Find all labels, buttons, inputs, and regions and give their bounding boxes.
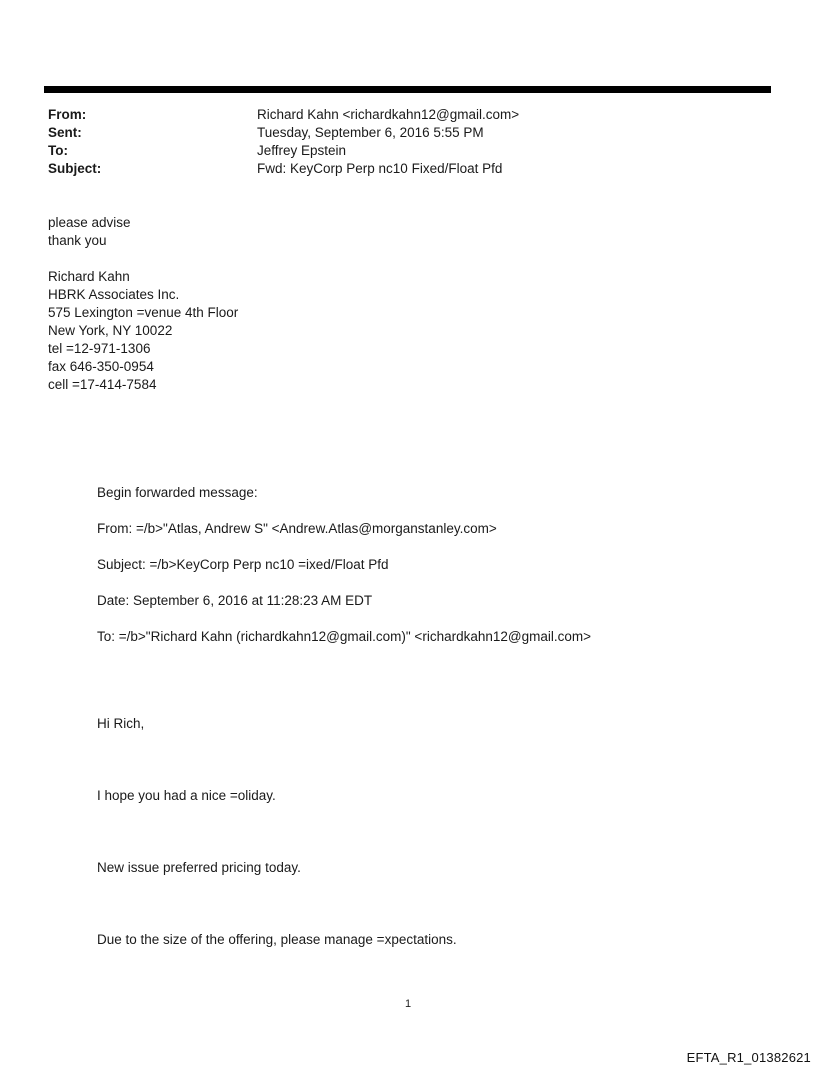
message-line: New issue preferred pricing today. bbox=[97, 860, 301, 875]
to-label: To: bbox=[48, 143, 68, 158]
header-row-subject bbox=[48, 160, 778, 178]
signature-cell: cell =17-414-7584 bbox=[48, 377, 157, 392]
header-divider-rule bbox=[44, 86, 771, 93]
header-row-sent bbox=[48, 124, 778, 142]
email-body bbox=[48, 214, 238, 394]
email-header bbox=[48, 106, 778, 178]
blank-line bbox=[48, 250, 238, 268]
message-line: Due to the size of the offering, please manage =xpectations. bbox=[97, 932, 457, 947]
signature-address: 575 Lexington =venue 4th Floor bbox=[48, 305, 239, 320]
greeting-line: Hi Rich, bbox=[97, 716, 145, 731]
signature-name: Richard Kahn bbox=[48, 269, 130, 284]
forwarded-intro: Begin forwarded message: bbox=[97, 485, 258, 500]
subject-label: Subject: bbox=[48, 161, 102, 176]
signature-city: New York, NY 10022 bbox=[48, 323, 173, 338]
from-value: Richard Kahn <richardkahn12@gmail.com> bbox=[257, 107, 520, 122]
sent-value: Tuesday, September 6, 2016 5:55 PM bbox=[257, 125, 484, 140]
signature-tel: tel =12-971-1306 bbox=[48, 341, 151, 356]
forwarded-message-body bbox=[97, 715, 457, 1003]
header-row-from bbox=[48, 106, 778, 124]
forwarded-to: To: =/b>"Richard Kahn (richardkahn12@gmail.com)" <richardkahn12@gmail.com> bbox=[97, 629, 591, 644]
forwarded-from: From: =/b>"Atlas, Andrew S" <Andrew.Atlas@morganstanley.com> bbox=[97, 521, 497, 536]
sent-label: Sent: bbox=[48, 125, 82, 140]
header-row-to bbox=[48, 142, 778, 160]
to-value: Jeffrey Epstein bbox=[257, 143, 347, 158]
body-line: thank you bbox=[48, 233, 107, 248]
body-line: please advise bbox=[48, 215, 131, 230]
subject-value: Fwd: KeyCorp Perp nc10 Fixed/Float Pfd bbox=[257, 161, 503, 176]
forwarded-message-header bbox=[97, 484, 591, 664]
signature-fax: fax 646-350-0954 bbox=[48, 359, 154, 374]
message-line: I hope you had a nice =oliday. bbox=[97, 788, 276, 803]
from-label: From: bbox=[48, 107, 87, 122]
forwarded-date: Date: September 6, 2016 at 11:28:23 AM EDT bbox=[97, 593, 373, 608]
forwarded-subject: Subject: =/b>KeyCorp Perp nc10 =ixed/Float Pfd bbox=[97, 557, 389, 572]
bates-number: EFTA_R1_01382621 bbox=[686, 1050, 811, 1065]
signature-company: HBRK Associates Inc. bbox=[48, 287, 180, 302]
page-number: 1 bbox=[404, 998, 412, 1010]
